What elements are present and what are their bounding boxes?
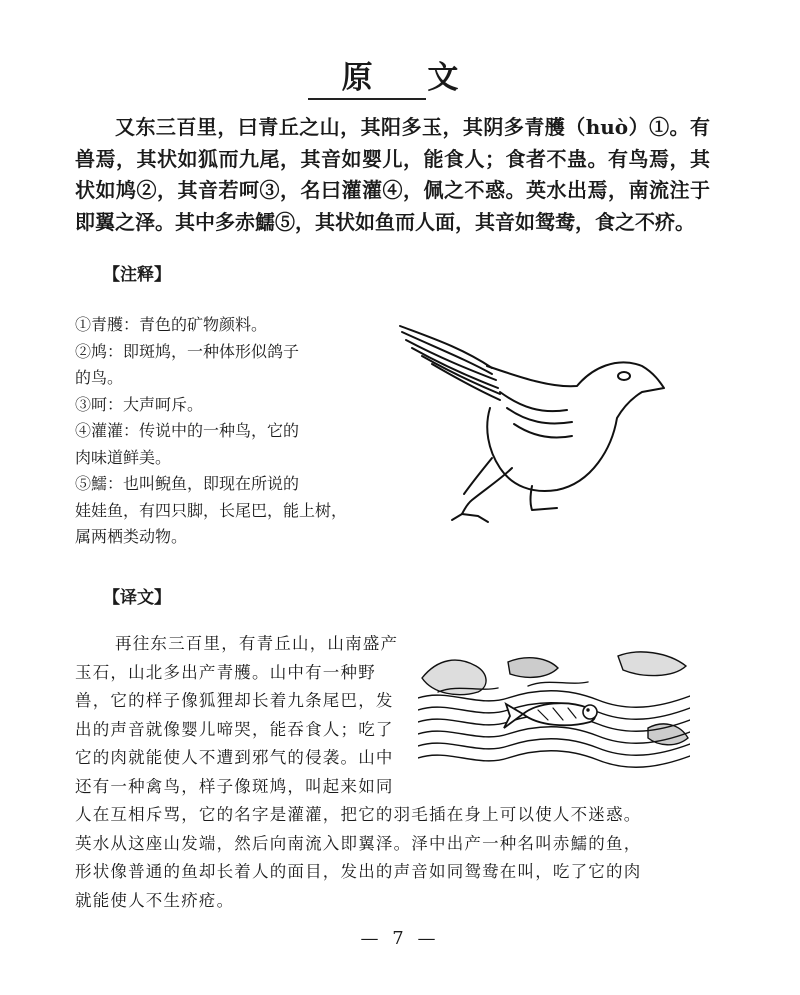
translation-line: 还有一种禽鸟，样子像斑鸠，叫起来如同 [75, 776, 394, 796]
note-item: ①青雘：青色的矿物颜料。 [75, 315, 268, 334]
note-item: 的鸟。 [75, 368, 124, 387]
note-item: ③呵：大声呵斥。 [75, 394, 204, 414]
note-item: 娃娃鱼，有四只脚，长尾巴，能上树， [75, 500, 348, 520]
translation-line: 再往东三百里，有青丘山，山南盛产 [115, 634, 399, 653]
translation-line: 出的声音就像婴儿啼哭，能吞食人；吃了 [75, 719, 394, 739]
translation-line: 它的肉就能使人不遭到邪气的侵袭。山中 [75, 748, 394, 767]
translation-line: 英水从这座山发端，然后向南流入即翼泽。泽中出产一种名叫赤鱬的鱼， [75, 833, 642, 853]
translation-line: 兽，它的样子像狐狸却长着九条尾巴，发 [75, 691, 394, 710]
page-number: — 7 — [360, 928, 440, 949]
note-item: ⑤鱬：也叫鲵鱼，即现在所说的 [75, 474, 300, 493]
translation-line: 就能使人不生疥疮。 [75, 890, 235, 910]
title-underline [308, 98, 426, 100]
notes-header: 【注释】 [103, 265, 171, 285]
river-fish-illustration [418, 648, 690, 772]
translation-line: 人在互相斥骂，它的名字是灌灌，把它的羽毛插在身上可以使人不迷惑。 [75, 805, 642, 824]
note-item: 属两栖类动物。 [75, 527, 188, 546]
note-item: ④灌灌：传说中的一种鸟，它的 [75, 421, 300, 440]
original-text: 又东三百里，曰青丘之山，其阳多玉，其阴多青雘（huò）①。有兽焉，其状如狐而九尾，其音如婴儿，能食人；食者不蛊。有鸟焉，其状如鸠②，其音若呵③，名曰灌灌④，佩之不惑。英水出焉，南流注于即翼之泽。其中多赤鱬⑤，其状如鱼而人面，其音如鸳鸯，食之不疥。 [75, 115, 710, 234]
note-item: 肉味道鲜美。 [75, 447, 172, 467]
note-item: ②鸠：即斑鸠，一种体形似鸽子 [75, 341, 300, 361]
bird-illustration [392, 318, 677, 528]
translation-line: 玉石，山北多出产青雘。山中有一种野 [75, 662, 376, 682]
notes-list [75, 312, 395, 551]
translation-header: 【译文】 [103, 588, 171, 608]
page-title: 原 文 [341, 60, 481, 96]
translation-line: 形状像普通的鱼却长着人的面目，发出的声音如同鸳鸯在叫，吃了它的肉 [75, 862, 642, 881]
